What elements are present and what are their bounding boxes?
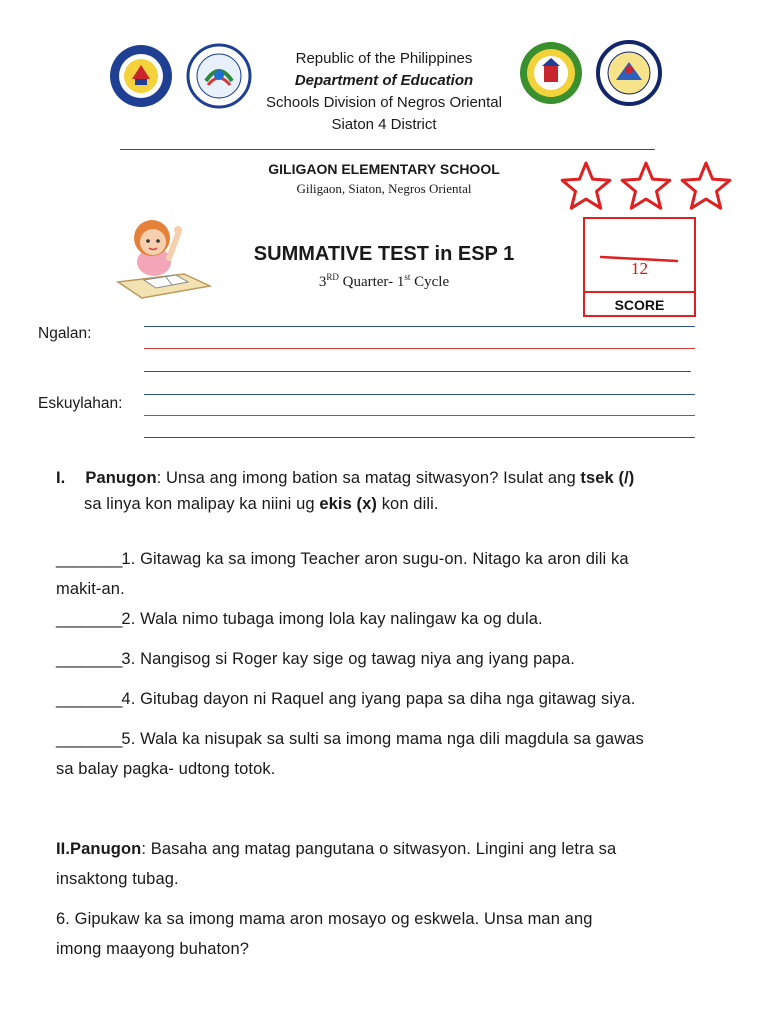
star-icon	[562, 163, 610, 208]
cycle-word: Cycle	[414, 274, 450, 290]
score-total: 12	[631, 259, 648, 278]
school-line-mid[interactable]	[144, 415, 695, 416]
quarter-superscript: RD	[326, 272, 339, 282]
question-text: 5. Wala ka nisupak sa sulti sa imong mama nga dili magdula sa gawas	[121, 730, 644, 748]
answer-blank[interactable]: ________	[56, 690, 122, 708]
question-4	[56, 684, 635, 714]
answer-blank[interactable]: ________	[56, 650, 122, 668]
school-line-bottom	[144, 437, 695, 438]
answer-blank[interactable]: ________	[56, 610, 122, 628]
question-text: 1. Gitawag ka sa imong Teacher aron sugu-on. Nitago ka aron dili ka	[121, 550, 629, 568]
answer-blank[interactable]: ________	[56, 550, 122, 568]
school-label: Eskuylahan:	[38, 395, 123, 412]
quarter-word: Quarter- 1	[342, 274, 405, 290]
division-line: Schools Division of Negros Oriental	[266, 94, 502, 111]
part1-numeral: I.	[56, 469, 66, 487]
quarter-number: 3	[318, 274, 327, 290]
part2-instruction	[56, 834, 616, 864]
name-line-bottom	[144, 371, 691, 372]
question-5	[56, 724, 644, 754]
star-icon	[682, 163, 730, 208]
question-text: 3. Nangisog si Roger kay sige og tawag niya ang iyang papa.	[121, 650, 575, 668]
part1-text-a: : Unsa ang imong bation sa matag sitwasyon? Isulat ang	[156, 469, 581, 487]
school-line-top	[144, 394, 695, 395]
question-1-line2: makit-an.	[56, 580, 125, 598]
part1-instruction-line2	[84, 489, 439, 519]
score-label: SCORE	[585, 291, 694, 317]
question-6-line2: imong maayong buhaton?	[56, 940, 250, 958]
question-text: 4. Gitubag dayon ni Raquel ang iyang papa sa diha nga gitawag siya.	[121, 690, 636, 708]
question-6: 6. Gipukaw ka sa imong mama aron mosayo og eskwela. Unsa man ang	[56, 910, 593, 928]
test-title: SUMMATIVE TEST in ESP 1	[253, 243, 515, 265]
header-divider	[120, 149, 655, 150]
part1-text-b: sa linya kon malipay ka niini ug	[84, 495, 320, 513]
name-line-top	[144, 326, 695, 327]
question-5-line2: sa balay pagka- udtong totok.	[56, 760, 276, 778]
part1-bold-a: tsek (/)	[580, 469, 635, 487]
star-icon	[622, 163, 670, 208]
score-box	[583, 217, 696, 317]
question-1	[56, 544, 629, 574]
cycle-superscript: st	[404, 272, 411, 282]
part2-text: : Basaha ang matag pangutana o sitwasyon. Lingini ang letra sa	[141, 840, 617, 858]
part2-instruction-line2: insaktong tubag.	[56, 870, 179, 888]
part1-text-c: kon dili.	[377, 495, 439, 513]
republic-line: Republic of the Philippines	[295, 50, 473, 67]
question-3	[56, 644, 575, 674]
district-line: Siaton 4 District	[331, 116, 437, 133]
name-label: Ngalan:	[38, 325, 92, 342]
part1-bold-b: ekis (x)	[319, 495, 378, 513]
question-text: 2. Wala nimo tubaga imong lola kay nalingaw ka og dula.	[121, 610, 543, 628]
answer-blank[interactable]: ________	[56, 730, 122, 748]
school-address: Giligaon, Siaton, Negros Oriental	[296, 181, 472, 196]
part1-keyword: Panugon	[85, 469, 157, 487]
stars-rating	[560, 160, 740, 216]
question-2	[56, 604, 543, 634]
school-name: GILIGAON ELEMENTARY SCHOOL	[268, 161, 500, 177]
part2-label: II.Panugon	[56, 840, 142, 858]
name-line-mid[interactable]	[144, 348, 695, 349]
department-line: Department of Education	[294, 72, 474, 89]
